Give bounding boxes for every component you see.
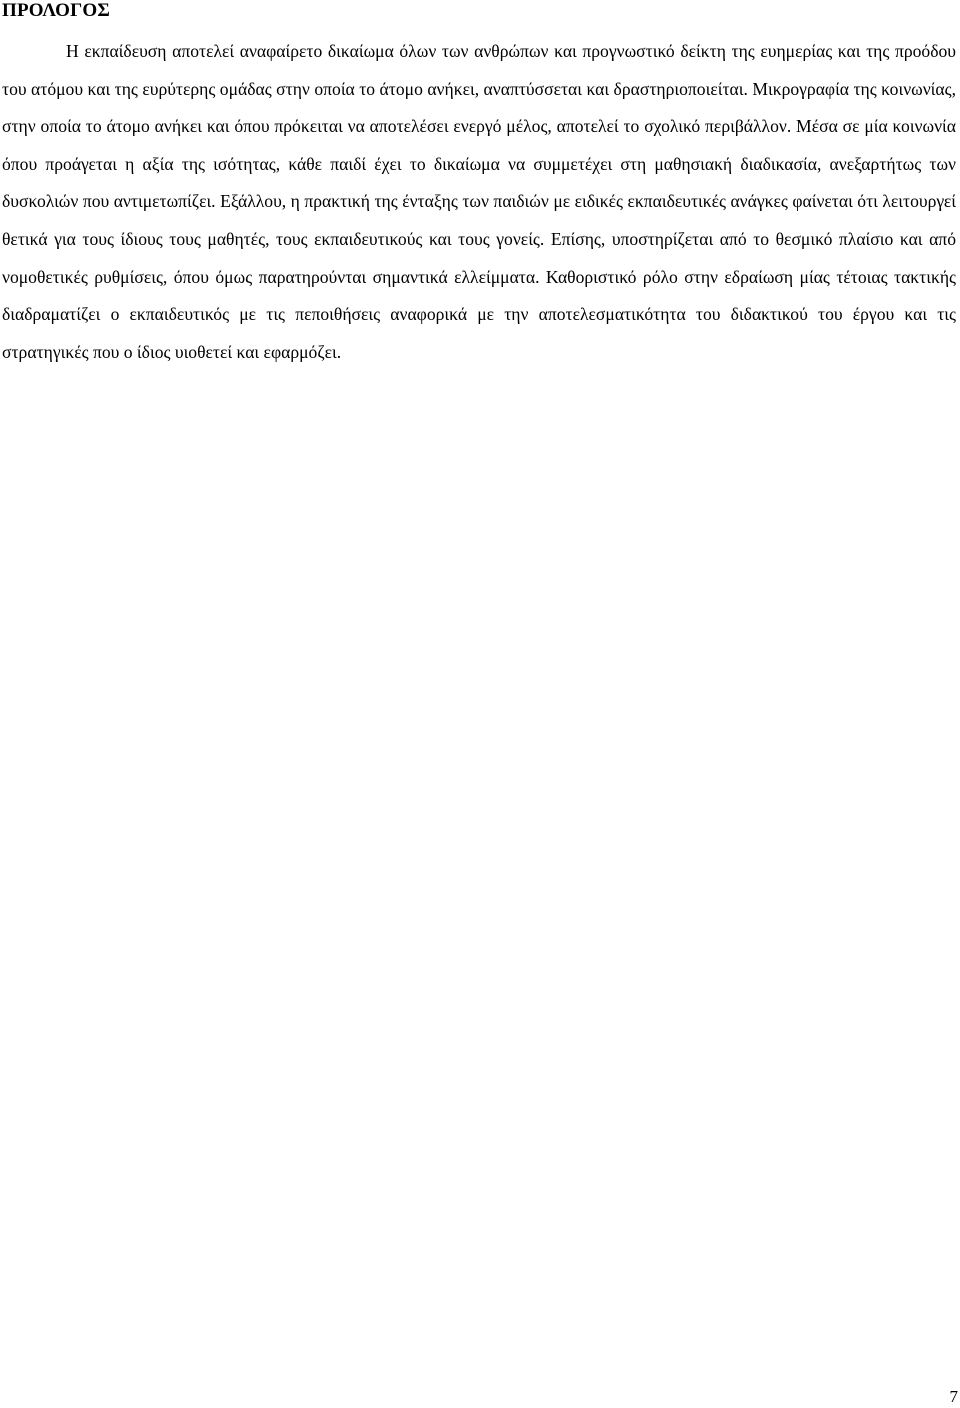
prologue-paragraph: Η εκπαίδευση αποτελεί αναφαίρετο δικαίωμα όλων των ανθρώπων και προγνωστικό δείκτη της ευημερίας και της προόδου του ατόμου και της ευρύτερης ομάδας στην οποία το άτομο ανήκει, αναπτύσσεται και δραστηριοποιείται. Μικρογραφία της κοινωνίας, στην οποία το άτομο ανήκει και όπου πρόκειται να αποτελέσει ενεργό μέλος, αποτελεί το σχολικό περιβάλλον. Μέσα σε μία κοινωνία όπου προάγεται η αξία της ισότητας, κάθε παιδί έχει το δικαίωμα να συμμετέχει στη μαθησιακή διαδικασία, ανεξαρτήτως των δυσκολιών που αντιμετωπίζει. Εξάλλου, η πρακτική της ένταξης των παιδιών με ειδικές εκπαιδευτικές ανάγκες φαίνεται ότι λειτουργεί θετικά για τους ίδιους τους μαθητές, τους εκπαιδευτικούς και τους γονείς. Επίσης, υποστηρίζεται από το θεσμικό πλαίσιο και από νομοθετικές ρυθμίσεις, όπου όμως παρατηρούνται σημαντικά ελλείμματα. Καθοριστικό ρόλο στην εδραίωση μίας τέτοιας τακτικής διαδραματίζει ο εκπαιδευτικός με τις πεποιθήσεις αναφορικά με την αποτελεσματικότητα του διδακτικού του έργου και τις στρατηγικές που ο ίδιος υιοθετεί και εφαρμόζει. bbox=[2, 41, 956, 362]
page-heading: ΠΡΟΛΟΓΟΣ bbox=[2, 0, 110, 21]
page-number: 7 bbox=[949, 1387, 958, 1406]
